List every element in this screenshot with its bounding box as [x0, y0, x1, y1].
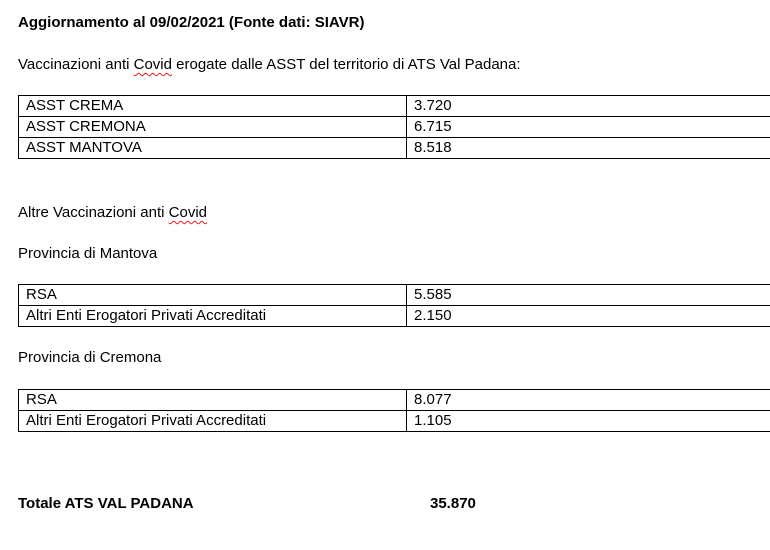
asst-intro [18, 56, 521, 73]
other-heading-covid-word: Covid [168, 204, 207, 221]
table-row [19, 390, 770, 411]
table-cell-name: RSA [19, 390, 407, 411]
table-row [19, 117, 770, 138]
table-cell-value: 2.150 [407, 306, 770, 327]
table-row [19, 285, 770, 306]
mantova-table [18, 284, 770, 327]
asst-intro-covid-word: Covid [133, 56, 172, 73]
table-cell-value: 6.715 [407, 117, 770, 138]
asst-intro-text-end: erogate dalle ASST del territorio di ATS Val Padana: [171, 56, 521, 73]
total-label: Totale ATS VAL PADANA [18, 495, 194, 512]
table-row [19, 306, 770, 327]
mantova-heading: Provincia di Mantova [18, 245, 158, 262]
table-cell-value: 3.720 [407, 96, 770, 117]
other-vaccinations-heading [18, 204, 207, 221]
table-cell-value: 8.518 [407, 138, 770, 159]
table-row [19, 96, 770, 117]
table-cell-name: RSA [19, 285, 407, 306]
table-cell-name: ASST MANTOVA [19, 138, 407, 159]
page-title: Aggiornamento al 09/02/2021 (Fonte dati: SIAVR) [18, 14, 365, 31]
cremona-heading: Provincia di Cremona [18, 349, 162, 366]
table-row [19, 138, 770, 159]
table-cell-value: 5.585 [407, 285, 770, 306]
total-value: 35.870 [430, 495, 476, 512]
cremona-table [18, 389, 770, 432]
other-heading-text: Altre Vaccinazioni anti [18, 204, 169, 221]
table-cell-name: ASST CREMA [19, 96, 407, 117]
table-cell-value: 1.105 [407, 411, 770, 432]
table-cell-name: ASST CREMONA [19, 117, 407, 138]
asst-intro-text: Vaccinazioni anti [18, 56, 134, 73]
table-cell-name: Altri Enti Erogatori Privati Accreditati [19, 411, 407, 432]
asst-table [18, 95, 770, 159]
table-cell-name: Altri Enti Erogatori Privati Accreditati [19, 306, 407, 327]
table-cell-value: 8.077 [407, 390, 770, 411]
table-row [19, 411, 770, 432]
